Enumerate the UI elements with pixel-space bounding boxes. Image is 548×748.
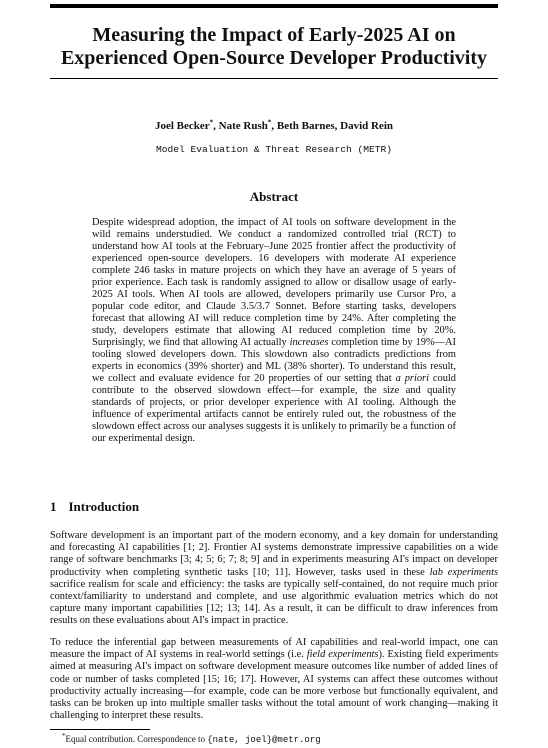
title-bottom-rule xyxy=(50,78,498,79)
author-list xyxy=(50,120,498,132)
author-joel-becker: Joel Becker xyxy=(154,120,210,132)
author-others: , Beth Barnes, David Rein xyxy=(271,120,393,132)
paragraph-text: To reduce the inferential gap between measurements of AI capabilities and real-world impact, one can measure the impact of AI systems in real-world settings (i.e. xyxy=(50,637,498,661)
paragraph-emphasis: lab experiments xyxy=(429,566,499,578)
section-heading xyxy=(50,499,139,515)
footnote-rule xyxy=(50,729,150,730)
footnote-text: Equal contribution. Correspondence to xyxy=(65,734,208,744)
title-line-2: Experienced Open-Source Developer Productivity xyxy=(60,47,488,69)
affiliation: Model Evaluation & Threat Research (METR) xyxy=(155,144,393,155)
equal-contribution-mark: * xyxy=(209,118,214,127)
title-line-1: Measuring the Impact of Early-2025 AI on xyxy=(92,24,456,46)
correspondence-email[interactable]: {nate, joel}@metr.org xyxy=(207,735,321,745)
footnote xyxy=(62,734,321,746)
abstract-emphasis: a priori xyxy=(395,373,429,384)
intro-paragraph-2 xyxy=(50,637,498,722)
section-number: 1 xyxy=(50,499,57,514)
section-title: Introduction xyxy=(68,499,140,514)
paragraph-text: Software development is an important part of the modern economy, and a key domain for understanding and forecasting AI capabilities [1; 2]. Frontier AI systems demonstrate impressive capabilities on a wide range of software benchmarks [3; 4; 5; 6; 7; 8; 9] and in experiments measuring AI's impact on developer productivity when completing synthetic tasks [10; 11]. However, tasks used in these xyxy=(50,530,498,578)
title-top-rule xyxy=(50,4,498,8)
abstract-text: completion time by 19%—AI tooling slowed developers down. This slowdown also contradicts predictions from experts in economics (39% shorter) and ML (38% shorter). To understand this result, we collect and evaluate evidence for 20 properties of our setting that xyxy=(92,337,456,384)
paragraph-text: ). Existing field experiments aimed at measuring AI's impact on software development measure outcomes like number of added lines of code or number of tasks completed [15; 16; 17]. However, AI systems can affect these outcomes without productivity actually increasing—for example, code can be more verbose but functionally equivalent, and tasks can be broken up into multiple smaller tasks without the total amount of work changing—making it challenging to interpret these results. xyxy=(50,649,498,722)
equal-contribution-mark: * xyxy=(267,118,272,127)
paper-title xyxy=(50,24,498,70)
intro-paragraph-1 xyxy=(50,530,498,628)
abstract-emphasis: increases xyxy=(289,337,329,348)
paragraph-emphasis: field experiments xyxy=(306,649,379,661)
paragraph-text: sacrifice realism for scale and efficiency: the tasks are typically self-contained, do not require much prior context/familiarity to understand and complete, and use algorithmic evaluation metrics which do not capture many important capabilities [12; 13; 14]. As a result, it can be difficult to draw inferences from results on these evaluations about AI's impact in practice. xyxy=(50,578,498,627)
abstract-text: Despite widespread adoption, the impact of AI tools on software development in the wild remains understudied. We conduct a randomized controlled trial (RCT) to understand how AI tools at the February–June 2025 frontier affect the productivity of experienced open-source developers. 16 developers with moderate AI experience complete 246 tasks in mature projects on which they have an average of 5 years of prior experience. Each task is randomly assigned to allow or disallow usage of early-2025 AI tools. When AI tools are allowed, developers primarily use Cursor Pro, a popular code editor, and Claude 3.5/3.7 Sonnet. Before starting tasks, developers forecast that allowing AI will reduce completion time by 24%. After completing the study, developers estimate that allowing AI reduced completion time by 20%. Surprisingly, we find that allowing AI actually xyxy=(92,217,456,348)
abstract-text: could contribute to the observed slowdown effect—for example, the size and quality standards of projects, or prior developer experience with AI tooling. Although the influence of experimental artifacts cannot be entirely ruled out, the robustness of the slowdown effect across our analyses suggests it is unlikely to primarily be a function of our experimental design. xyxy=(92,373,457,444)
abstract-body xyxy=(92,217,456,445)
abstract-heading: Abstract xyxy=(249,189,299,204)
author-nate-rush: , Nate Rush xyxy=(213,120,268,132)
footnote-mark: * xyxy=(62,732,66,740)
